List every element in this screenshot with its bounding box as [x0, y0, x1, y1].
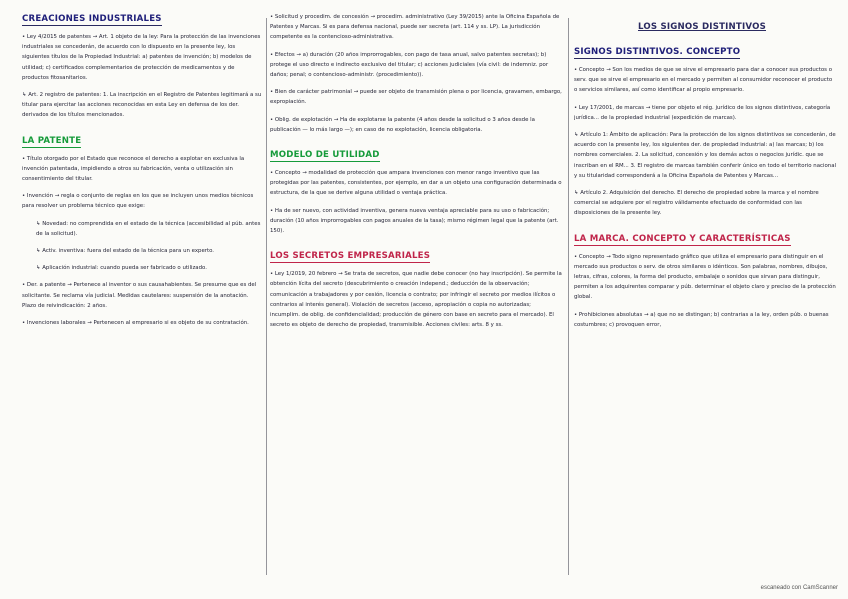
paragraph-prohibiciones: • Prohibiciones absolutas → a) que no se distingan; b) contrarias a la ley, orden púb. o buenas costumbres; c) provoquen error,: [574, 311, 829, 328]
paragraph-articulo-1: ↳ Artículo 1: Ámbito de aplicación: Para la protección de los signos distintivos se concederán, de acuerdo con la presente ley, los siguientes der. de propiedad industrial: a) las marcas; b) los nombres comerciales. 2. La solicitud, concesión y los demás actos o negocios jurídic. que se inscriban en el RM... 3. El registro de marcas también conferir único en todo el territorio nacional y su titularidad corresponderá a la Oficina Española de Patentes y Marcas...: [574, 132, 836, 179]
paragraph-concepto-signos: • Concepto → Son los medios de que se sirve el empresario para dar a conocer sus productos o serv. que se sirve el empresario en el mercado y permiten al consumidor reconocer el producto o servicios similares, así como identificar al propio empresario.: [574, 67, 833, 94]
paragraph-invencion: • Invención → regla o conjunto de reglas en los que se incluyen unos medios técnicos para resolver un problema técnico que exige:: [22, 193, 254, 210]
heading-signos-distintivos: LOS SIGNOS DISTINTIVOS: [637, 22, 766, 32]
heading-la-marca: LA MARCA. CONCEPTO Y CARACTERÍSTICAS: [574, 233, 791, 244]
heading-modelo-utilidad: MODELO DE UTILIDAD: [270, 150, 380, 161]
paragraph-ley-secretos: • Ley 1/2019, 20 febrero → Se trata de secretos, que nadie debe conocer (no hay inscripción). Se permite la obtención lícita del secreto (descubrimiento o creación independ.; deducción de la observación; comunicación a trabajadores y por cesión, licencia o contrato; por infringir el secreto por medios ilícitos o contrarios al interés general). Violación de secretos (acceso, apropiación o copia no autorizadas; incumplim. de oblig. de confidencialidad; producción de género con base en secreto para el mercado). El secreto es objeto de derecho de propiedad, transmisible. Acciones civiles: arts. 8 y ss.: [270, 271, 562, 329]
paragraph-requisitos-modelo: • Ha de ser nuevo, con actividad inventiva, genera nueva ventaja apreciable para su uso o fabricación; duración (10 años improrrogables con pagos anuales de la tasa); mismo régimen legal que la patente (art. 150).: [270, 207, 559, 235]
paragraph-obligacion-explotacion: • Oblig. de explotación → Ha de explotarse la patente (4 años desde la solicitud o 3 años desde la publicación — lo más largo —); en caso de no explotación, licencia obligatoria.: [270, 116, 535, 133]
paragraph-invenciones-laborales: • Invenciones laborales → Pertenecen al empresario si es objeto de su contratación.: [22, 320, 249, 327]
paragraph-solicitud-procedimiento: • Solicitud y procedim. de concesión → procedim. administrativo (Ley 39/2015) ante la Oficina Española de Patentes y Marcas. Si es para defensa nacional, puede ser secreta (art. 114 y ss. LP). La jurisdicción competente es la contencioso-administrativa.: [270, 14, 560, 41]
heading-signos-concepto: SIGNOS DISTINTIVOS. CONCEPTO: [574, 47, 741, 57]
paragraph-titulo-otorgado: • Título otorgado por el Estado que reconoce el derecho a explotar en exclusiva la invención patentada, impidiendo a otros su fabricación, venta o utilización sin consentimiento del titular.: [22, 155, 245, 183]
scanner-watermark: escaneado con CamScanner: [760, 585, 838, 591]
paragraph-registro-patentes: ↳ Art. 2 registro de patentes: 1. La inscripción en el Registro de Patentes legitimará a su titular para ejercitar las acciones reconocidas en esta Ley en defensa de los der. derivados de los títulos mencionados.: [22, 92, 262, 119]
paragraph-ley-marcas: • Ley 17/2001, de marcas → tiene por objeto el rég. jurídico de los signos distintivos, categoría jurídica... de la propiedad industrial (expedición de marcas).: [574, 104, 831, 121]
paragraph-concepto-modelo: • Concepto → modalidad de protección que ampara invenciones con menor rango inventivo que las protegidas por las patentes, consistentes, por ejemplo, en dar a un objeto una configuración determinada o estructura, de la que se derive alguna utilidad o ventaja práctica.: [270, 170, 562, 197]
item-aplicacion-industrial: ↳ Aplicación industrial: cuando pueda ser fabricado o utilizado.: [36, 265, 207, 272]
column-divider-2: [568, 18, 569, 575]
paragraph-articulo-2: ↳ Artículo 2. Adquisición del derecho. El derecho de propiedad sobre la marca y el nombre comercial se adquiere por el registro válidamente efectuado de conformidad con las disposiciones de la presente ley.: [574, 190, 819, 217]
heading-la-patente: LA PATENTE: [22, 135, 82, 146]
paragraph-ley-patentes: • Ley 4/2015 de patentes → Art. 1 objeto de la ley: Para la protección de las invenciones industriales se concederán, de acuerdo con lo dispuesto en la presente ley, los siguientes títulos de la Propiedad Industrial: a) patentes de invención; b) modelos de utilidad; c) certificados complementarios de protección de medicamentos y de productos fitosanitarios.: [22, 34, 261, 81]
paragraph-concepto-marca: • Concepto → Todo signo representado gráfico que utiliza el empresario para distinguir en el mercado sus productos o serv. de otros similares o idénticos. Son palabras, nombres, dibujos, letras, cifras, colores, la forma del producto, embalaje o sonidos que sirvan para distinguir, permiten a los adquirentes comparar y púb. determinar el objeto claro y preciso de la protección global.: [574, 253, 836, 301]
column-left: [22, 6, 262, 579]
paragraph-derecho-patente: • Der. a patente → Pertenece al inventor o sus causahabientes. Se presume que es del solicitante. Se reclama vía judicial. Medidas cautelares: suspensión de la anotación. Plazo de reivindicación: 2 años.: [22, 282, 257, 309]
column-right: [574, 6, 836, 579]
item-novedad: ↳ Novedad: no comprendida en el estado de la técnica (accesibilidad al púb. antes de la solicitud).: [36, 220, 261, 237]
paragraph-efectos: • Efectos → a) duración (20 años improrrogables, con pago de tasa anual, salvo patentes secretas); b) protege el uso directo e indirecto exclusivo del titular; c) acciones judiciales (vía civil: de indemniz. por daños; penal; o contencioso-administr. (procedimiento)).: [270, 51, 549, 79]
column-divider-1: [266, 18, 267, 575]
item-actividad-inventiva: ↳ Activ. inventiva: fuera del estado de la técnica para un experto.: [36, 248, 215, 255]
heading-secretos-empresariales: LOS SECRETOS EMPRESARIALES: [270, 251, 431, 262]
column-middle: [270, 6, 562, 579]
paragraph-bien-patrimonial: • Bien de carácter patrimonial → puede ser objeto de transmisión plena o por licencia, gravamen, embargo, expropiación.: [270, 89, 562, 106]
heading-creaciones-industriales: CREACIONES INDUSTRIALES: [22, 14, 162, 24]
